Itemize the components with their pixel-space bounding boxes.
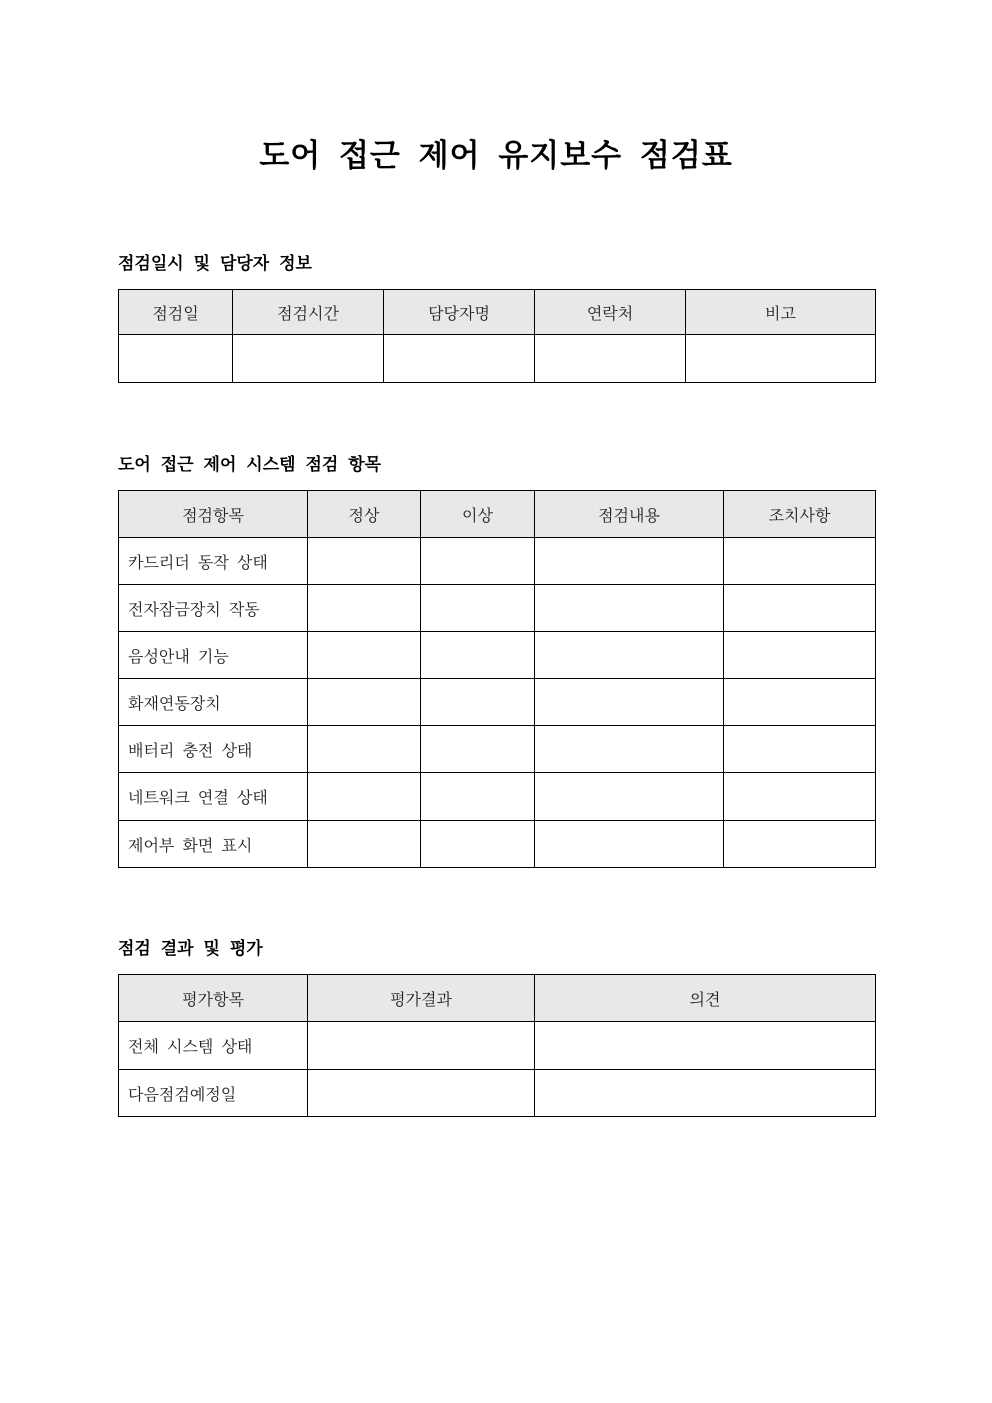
check-item-label: 전자잠금장치 작동: [119, 585, 308, 632]
section-title-inspection-info: 점검일시 및 담당자 정보: [118, 254, 312, 274]
check-item-label: 네트워크 연결 상태: [119, 773, 308, 821]
table-row: [119, 585, 876, 632]
check-item-label: 화재연동장치: [119, 679, 308, 726]
table-row: [119, 679, 876, 726]
header-normal: 정상: [308, 491, 421, 538]
evaluation-item-label: 다음점검예정일: [119, 1070, 308, 1117]
document-title: 도어 접근 제어 유지보수 점검표: [259, 138, 733, 174]
check-details-cell[interactable]: [535, 538, 724, 585]
table-row: [119, 632, 876, 679]
normal-cell[interactable]: [308, 679, 421, 726]
contact-field[interactable]: [535, 335, 686, 383]
table-header-row: [119, 975, 876, 1022]
check-details-cell[interactable]: [535, 585, 724, 632]
check-item-label: 제어부 화면 표시: [119, 821, 308, 868]
abnormal-cell[interactable]: [421, 632, 535, 679]
evaluation-table: [118, 974, 876, 1117]
header-remarks: 비고: [686, 290, 876, 335]
table-header-row: [119, 491, 876, 538]
section-title-results-evaluation: 점검 결과 및 평가: [118, 939, 263, 959]
opinion-cell[interactable]: [535, 1022, 876, 1070]
header-check-item: 점검항목: [119, 491, 308, 538]
abnormal-cell[interactable]: [421, 726, 535, 773]
abnormal-cell[interactable]: [421, 538, 535, 585]
opinion-cell[interactable]: [535, 1070, 876, 1117]
action-taken-cell[interactable]: [724, 679, 876, 726]
normal-cell[interactable]: [308, 585, 421, 632]
normal-cell[interactable]: [308, 726, 421, 773]
action-taken-cell[interactable]: [724, 585, 876, 632]
table-row: [119, 821, 876, 868]
normal-cell[interactable]: [308, 821, 421, 868]
table-row: [119, 773, 876, 821]
manager-name-field[interactable]: [384, 335, 535, 383]
inspection-time-field[interactable]: [233, 335, 384, 383]
system-check-table: [118, 490, 876, 868]
table-row: [119, 538, 876, 585]
header-evaluation-item: 평가항목: [119, 975, 308, 1022]
evaluation-result-cell[interactable]: [308, 1070, 535, 1117]
header-manager-name: 담당자명: [384, 290, 535, 335]
normal-cell[interactable]: [308, 773, 421, 821]
inspection-date-field[interactable]: [119, 335, 233, 383]
normal-cell[interactable]: [308, 538, 421, 585]
evaluation-result-cell[interactable]: [308, 1022, 535, 1070]
action-taken-cell[interactable]: [724, 538, 876, 585]
action-taken-cell[interactable]: [724, 632, 876, 679]
header-abnormal: 이상: [421, 491, 535, 538]
header-check-details: 점검내용: [535, 491, 724, 538]
check-details-cell[interactable]: [535, 632, 724, 679]
header-contact: 연락처: [535, 290, 686, 335]
table-row: [119, 726, 876, 773]
action-taken-cell[interactable]: [724, 773, 876, 821]
inspection-info-table: [118, 289, 876, 383]
action-taken-cell[interactable]: [724, 821, 876, 868]
check-item-label: 음성안내 기능: [119, 632, 308, 679]
header-inspection-date: 점검일: [119, 290, 233, 335]
table-row: [119, 1022, 876, 1070]
abnormal-cell[interactable]: [421, 773, 535, 821]
check-item-label: 배터리 충전 상태: [119, 726, 308, 773]
table-row: [119, 335, 876, 383]
check-details-cell[interactable]: [535, 726, 724, 773]
check-details-cell[interactable]: [535, 821, 724, 868]
table-header-row: [119, 290, 876, 335]
check-item-label: 카드리더 동작 상태: [119, 538, 308, 585]
table-row: [119, 1070, 876, 1117]
header-inspection-time: 점검시간: [233, 290, 384, 335]
header-evaluation-result: 평가결과: [308, 975, 535, 1022]
action-taken-cell[interactable]: [724, 726, 876, 773]
check-details-cell[interactable]: [535, 773, 724, 821]
remarks-field[interactable]: [686, 335, 876, 383]
abnormal-cell[interactable]: [421, 679, 535, 726]
section-title-system-check-items: 도어 접근 제어 시스템 점검 항목: [118, 455, 382, 475]
check-details-cell[interactable]: [535, 679, 724, 726]
header-opinion: 의견: [535, 975, 876, 1022]
header-action-taken: 조치사항: [724, 491, 876, 538]
normal-cell[interactable]: [308, 632, 421, 679]
abnormal-cell[interactable]: [421, 821, 535, 868]
abnormal-cell[interactable]: [421, 585, 535, 632]
evaluation-item-label: 전체 시스템 상태: [119, 1022, 308, 1070]
